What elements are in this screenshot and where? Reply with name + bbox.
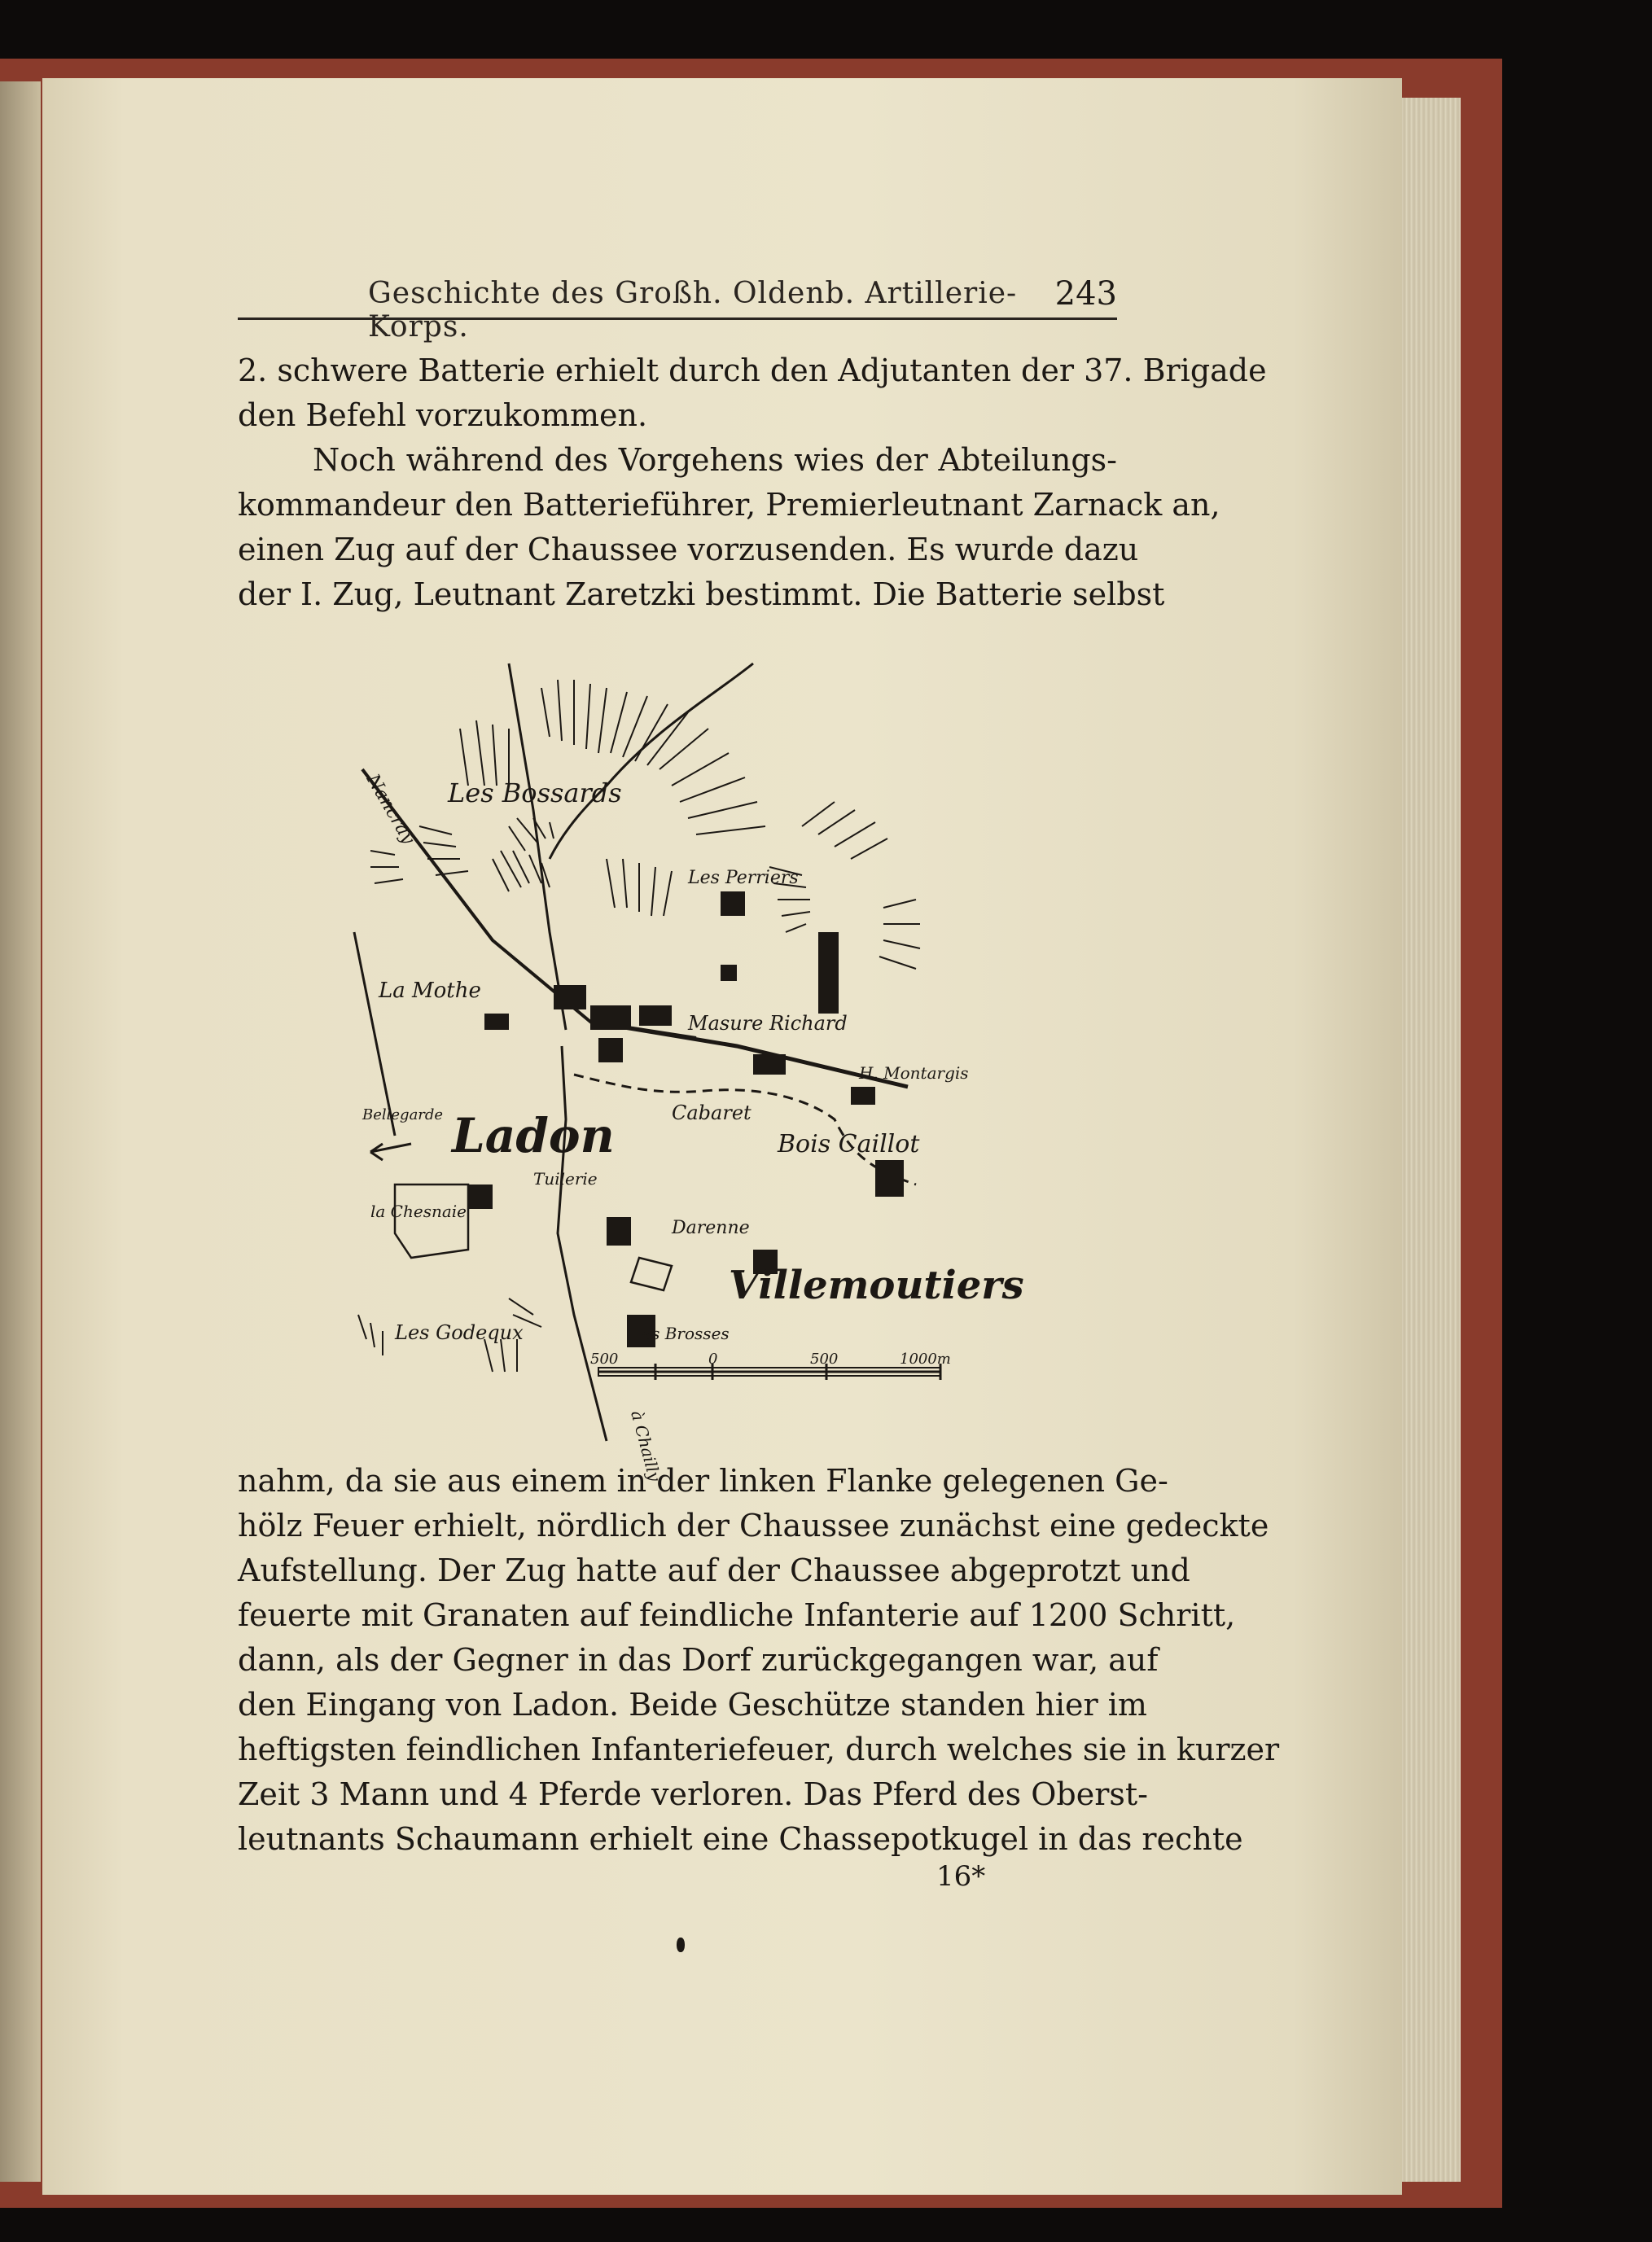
text-line: leutnants Schaumann erhielt eine Chassepotkugel in das rechte <box>238 1821 1243 1857</box>
enclosure <box>395 1184 468 1258</box>
page-number: 243 <box>1054 275 1117 313</box>
previous-page-edge <box>0 81 41 2182</box>
scale-label-500: 500 <box>810 1351 839 1368</box>
text-line: kommandeur den Batterieführer, Premierleutnant Zarnack an, <box>238 487 1220 523</box>
label-darenne: Darenne <box>672 1218 750 1238</box>
text-line: den Befehl vorzukommen. <box>238 397 648 433</box>
label-bois-caillot: Bois Caillot <box>778 1130 920 1158</box>
label-villemoutiers: Villemoutiers <box>729 1263 1024 1308</box>
text-line: Noch während des Vorgehens wies der Abteilungs- <box>313 442 1117 478</box>
text-line: nahm, da sie aus einem in der linken Flanke gelegenen Ge- <box>238 1463 1168 1499</box>
label-les-perriers: Les Perriers <box>688 868 799 888</box>
label-montargis: H. Montargis <box>859 1063 969 1083</box>
label-bellegarde: Bellegarde <box>362 1106 444 1123</box>
text-line: den Eingang von Ladon. Beide Geschütze standen hier im <box>238 1687 1147 1723</box>
paragraph-3 <box>238 1459 1280 1862</box>
label-les-brosses: Les Brosses <box>631 1324 730 1343</box>
text-line: hölz Feuer erhielt, nördlich der Chaussee zunächst eine gedeckte <box>238 1508 1269 1544</box>
label-masure-richard: Masure Richard <box>688 1012 848 1035</box>
text-line: Zeit 3 Mann und 4 Pferde verloren. Das Pferd des Oberst- <box>238 1776 1148 1812</box>
les-brosses-marker <box>631 1258 672 1290</box>
scale-label-0: 0 <box>708 1351 718 1368</box>
arrow-west <box>370 1144 411 1160</box>
map-drawing <box>346 663 1030 1484</box>
label-cabaret: Cabaret <box>672 1101 752 1124</box>
scale-label-1000: 1000m <box>900 1351 951 1368</box>
paragraph-2 <box>238 438 1220 617</box>
paragraph-1 <box>238 348 1267 438</box>
label-les-bossards: Les Bossards <box>448 777 622 808</box>
map-figure <box>346 663 1030 1484</box>
text-line: der I. Zug, Leutnant Zaretzki bestimmt. Die Batterie selbst <box>238 576 1165 612</box>
printer-dot <box>677 1938 685 1952</box>
text-line: Aufstellung. Der Zug hatte auf der Chaussee abgeprotzt und <box>238 1552 1190 1588</box>
scale-label-500-left: 500 <box>590 1351 619 1368</box>
text-line: feuerte mit Granaten auf feindliche Infanterie auf 1200 Schritt, <box>238 1597 1236 1633</box>
label-les-godequx: Les Godequx <box>395 1321 524 1344</box>
label-chaussee-south: à Chailly <box>627 1408 665 1484</box>
signature-mark: 16* <box>936 1860 986 1893</box>
label-la-chesnaie: la Chesnaie <box>370 1202 467 1221</box>
label-tuilerie: Tuilerie <box>533 1169 598 1189</box>
page-edges <box>1402 98 1461 2182</box>
road-south <box>558 1046 607 1441</box>
text-line: dann, als der Gegner in das Dorf zurückgegangen war, auf <box>238 1642 1159 1678</box>
page-header <box>238 269 1117 344</box>
label-nancray: Nancray <box>362 770 418 848</box>
path-west <box>354 932 395 1136</box>
text-line: einen Zug auf der Chaussee vorzusenden. Es wurde dazu <box>238 532 1139 567</box>
scale-bar <box>598 1364 940 1380</box>
label-la-motte: La Mothe <box>379 979 481 1003</box>
label-ladon: Ladon <box>452 1108 615 1163</box>
running-head: Geschichte des Großh. Oldenb. Artillerie-Korps. <box>368 277 1018 344</box>
text-line: heftigsten feindlichen Infanteriefeuer, durch welches sie in kurzer <box>238 1732 1280 1767</box>
text-line: 2. schwere Batterie erhielt durch den Adjutanten der 37. Brigade <box>238 353 1267 388</box>
